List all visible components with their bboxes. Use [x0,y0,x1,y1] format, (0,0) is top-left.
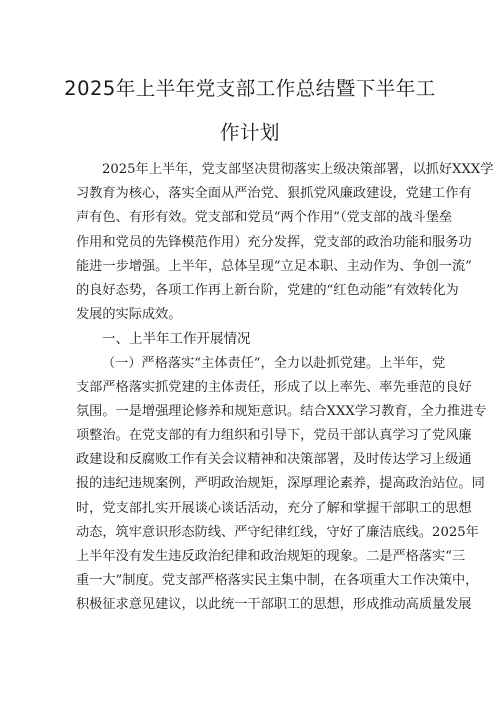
section-body-line: 政建设和反腐败工作有关会议精神和决策部署，及时传达学习上级通 [76,452,472,468]
section-body-line: （一）严格落实“主体责任”，全力以赴抓党建。上半年，党 [102,355,446,371]
intro-line: 能进一步增强。上半年，总体呈现“立足本职、主动作为、争创一流” [76,258,472,274]
section-body-line: 积极征求意见建议，以此统一干部职工的思想，形成推动高质量发展 [76,597,472,613]
section-body-line: 项整治。在党支部的有力组织和引导下，党员干部认真学习了党风廉 [76,428,472,444]
document-title-line-1: 2025年上半年党支部工作总结暨下半年工 [64,77,436,100]
section-body-line: 重一大”制度。党支部严格落实民主集中制，在各项重大工作决策中， [76,573,479,589]
intro-line: 作用和党员的先锋模范作用）充分发挥，党支部的政治功能和服务功 [76,234,472,250]
section-body-line: 氛围。一是增强理论修养和规矩意识。结合XXX学习教育，全力推进专 [76,403,487,419]
section-heading: 一、上半年工作开展情况 [102,331,251,348]
section-body-line: 支部严格落实抓党建的主体责任，形成了以上率先、率先垂范的良好 [76,379,472,395]
intro-line: 发展的实际成效。 [76,307,182,323]
intro-line: 习教育为核心，落实全面从严治党、狠抓党风廉政建设，党建工作有 [76,186,472,202]
section-body-line: 时，党支部扎实开展谈心谈话活动，充分了解和掌握干部职工的思想 [76,500,472,516]
intro-line: 的良好态势，各项工作再上新台阶，党建的“红色动能”有效转化为 [76,282,459,298]
section-body-line: 动态，筑牢意识形态防线、严守纪律红线，守好了廉洁底线。2025年 [76,524,479,540]
document-title-line-2: 作计划 [219,121,280,144]
section-body-line: 上半年没有发生违反政治纪律和政治规矩的现象。二是严格落实“三 [76,549,466,564]
section-body-line: 报的违纪违规案例，严明政治规矩，深厚理论素养，提高政治站位。同 [76,476,485,492]
document-body [76,158,494,618]
intro-line: 2025年上半年，党支部坚决贯彻落实上级决策部署，以抓好XXX学 [102,162,494,177]
intro-line: 声有色、有形有效。党支部和党员“两个作用”（党支部的战斗堡垒 [76,210,453,226]
